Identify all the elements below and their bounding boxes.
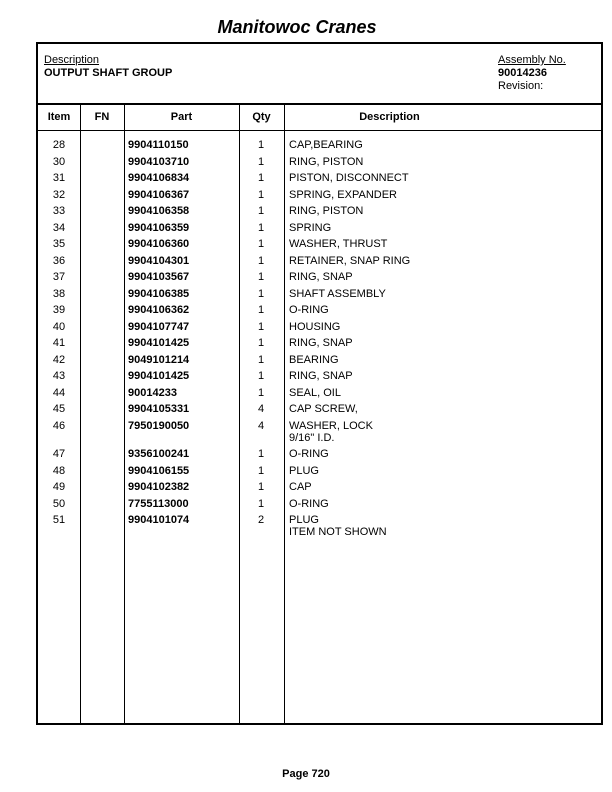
- item-number: 34: [52, 221, 66, 234]
- quantity: 1: [257, 353, 265, 366]
- column-header-description: Description: [359, 111, 420, 123]
- item-number: 35: [52, 238, 66, 250]
- table-row: [38, 498, 601, 515]
- item-number: 51: [52, 514, 66, 526]
- table-row: [38, 337, 601, 354]
- part-description: O-RING: [289, 304, 329, 316]
- item-number: 49: [52, 481, 66, 493]
- assembly-header: [38, 44, 601, 105]
- item-number: 48: [52, 464, 66, 477]
- description-label: Description: [44, 54, 100, 66]
- table-row: [38, 222, 601, 239]
- part-number: 9904106362: [128, 304, 190, 316]
- table-row: [38, 387, 601, 404]
- part-description: RETAINER, SNAP RING: [289, 254, 411, 267]
- quantity: 2: [257, 514, 265, 526]
- part-description: RING, SNAP: [289, 337, 353, 349]
- part-description: CAP: [289, 481, 312, 493]
- part-description: BEARING: [289, 353, 339, 366]
- quantity: 1: [257, 304, 265, 316]
- column-header-part: Part: [170, 111, 193, 123]
- item-number: 32: [52, 188, 66, 201]
- table-row: [38, 448, 601, 465]
- document-title: Manitowoc Cranes: [217, 17, 377, 37]
- revision-label: Revision:: [498, 80, 544, 92]
- quantity: 1: [257, 287, 265, 300]
- table-row: [38, 403, 601, 420]
- part-number: 9904106834: [128, 172, 190, 184]
- table-row: [38, 304, 601, 321]
- table-row: [38, 172, 601, 189]
- part-number: 9904106367: [128, 188, 190, 201]
- quantity: 1: [257, 370, 265, 382]
- quantity: 1: [257, 497, 265, 510]
- part-number: 9904106155: [128, 464, 190, 477]
- part-number: 9904101425: [128, 370, 190, 382]
- quantity: 4: [257, 403, 265, 415]
- quantity: 1: [257, 320, 265, 333]
- quantity: 1: [257, 481, 265, 493]
- part-number: 9904106359: [128, 221, 190, 234]
- item-number: 36: [52, 254, 66, 267]
- part-description: CAP SCREW,: [289, 403, 358, 415]
- part-description: SHAFT ASSEMBLY: [289, 287, 386, 300]
- parts-table-frame: [36, 42, 603, 725]
- quantity: 1: [257, 221, 265, 234]
- part-description: RING, SNAP: [289, 271, 353, 283]
- part-description: CAP,BEARING: [289, 139, 363, 151]
- part-description: PLUG ITEM NOT SHOWN: [289, 514, 387, 538]
- part-number: 9904104301: [128, 254, 190, 267]
- item-number: 50: [52, 497, 66, 510]
- part-number: 9904103567: [128, 271, 190, 283]
- quantity: 1: [257, 238, 265, 250]
- part-description: RING, PISTON: [289, 205, 364, 217]
- quantity: 1: [257, 139, 265, 151]
- part-number: 9904105331: [128, 403, 190, 415]
- quantity: 1: [257, 254, 265, 267]
- quantity: 1: [257, 271, 265, 283]
- page-number: Page 720: [282, 768, 330, 780]
- part-number: 9904106360: [128, 238, 190, 250]
- part-description: RING, PISTON: [289, 155, 364, 168]
- table-row: [38, 238, 601, 255]
- quantity: 1: [257, 337, 265, 349]
- part-number: 9356100241: [128, 448, 190, 460]
- quantity: 1: [257, 464, 265, 477]
- item-number: 47: [52, 448, 66, 460]
- parts-list: [38, 139, 601, 543]
- part-description: SPRING: [289, 221, 332, 234]
- part-number: 9904106385: [128, 287, 190, 300]
- table-row: [38, 321, 601, 338]
- item-number: 30: [52, 155, 66, 168]
- item-number: 37: [52, 271, 66, 283]
- item-number: 40: [52, 320, 66, 333]
- part-description: HOUSING: [289, 320, 341, 333]
- table-row: [38, 514, 601, 543]
- item-number: 42: [52, 353, 66, 366]
- table-row: [38, 271, 601, 288]
- part-number: 90014233: [128, 386, 177, 399]
- column-header-row: [38, 103, 601, 131]
- column-header-qty: Qty: [252, 111, 271, 123]
- part-number: 9904107747: [128, 320, 190, 333]
- description-block: [44, 54, 172, 80]
- quantity: 1: [257, 205, 265, 217]
- item-number: 38: [52, 287, 66, 300]
- part-number: 9904101425: [128, 337, 190, 349]
- part-description: WASHER, THRUST: [289, 238, 388, 250]
- table-row: [38, 156, 601, 173]
- part-description: RING, SNAP: [289, 370, 353, 382]
- assembly-block: [498, 54, 566, 93]
- table-row: [38, 288, 601, 305]
- part-number: 9904103710: [128, 155, 190, 168]
- item-number: 33: [52, 205, 66, 217]
- part-description: PISTON, DISCONNECT: [289, 172, 409, 184]
- part-description: O-RING: [289, 497, 329, 510]
- part-number: 7755113000: [128, 497, 189, 510]
- part-description: O-RING: [289, 448, 329, 460]
- quantity: 1: [257, 386, 265, 399]
- column-header-item: Item: [47, 111, 71, 123]
- part-number: 9904110150: [128, 139, 189, 151]
- table-row: [38, 420, 601, 449]
- part-description: SPRING, EXPANDER: [289, 188, 397, 201]
- item-number: 45: [52, 403, 66, 415]
- quantity: 1: [257, 172, 265, 184]
- item-number: 39: [52, 304, 66, 316]
- part-description: WASHER, LOCK 9/16" I.D.: [289, 419, 373, 444]
- item-number: 31: [52, 172, 66, 184]
- quantity: 1: [257, 155, 265, 168]
- table-row: [38, 205, 601, 222]
- item-number: 44: [52, 386, 66, 399]
- quantity: 1: [257, 448, 265, 460]
- item-number: 41: [52, 337, 66, 349]
- table-row: [38, 465, 601, 482]
- table-row: [38, 255, 601, 272]
- part-number: 9904101074: [128, 514, 190, 526]
- assembly-label: Assembly No.: [498, 54, 566, 66]
- part-description: SEAL, OIL: [289, 386, 341, 399]
- table-row: [38, 370, 601, 387]
- table-row: [38, 354, 601, 371]
- quantity: 4: [257, 419, 265, 432]
- part-description: PLUG: [289, 464, 319, 477]
- table-row: [38, 139, 601, 156]
- part-number: 7950190050: [128, 419, 190, 432]
- item-number: 46: [52, 419, 66, 432]
- quantity: 1: [257, 188, 265, 201]
- table-row: [38, 481, 601, 498]
- assembly-value: 90014236: [498, 67, 547, 79]
- description-value: OUTPUT SHAFT GROUP: [44, 67, 173, 79]
- item-number: 28: [52, 139, 66, 151]
- part-number: 9904102382: [128, 481, 190, 493]
- table-row: [38, 189, 601, 206]
- part-number: 9904106358: [128, 205, 190, 217]
- item-number: 43: [52, 370, 66, 382]
- column-header-fn: FN: [94, 111, 110, 123]
- part-number: 9049101214: [128, 353, 190, 366]
